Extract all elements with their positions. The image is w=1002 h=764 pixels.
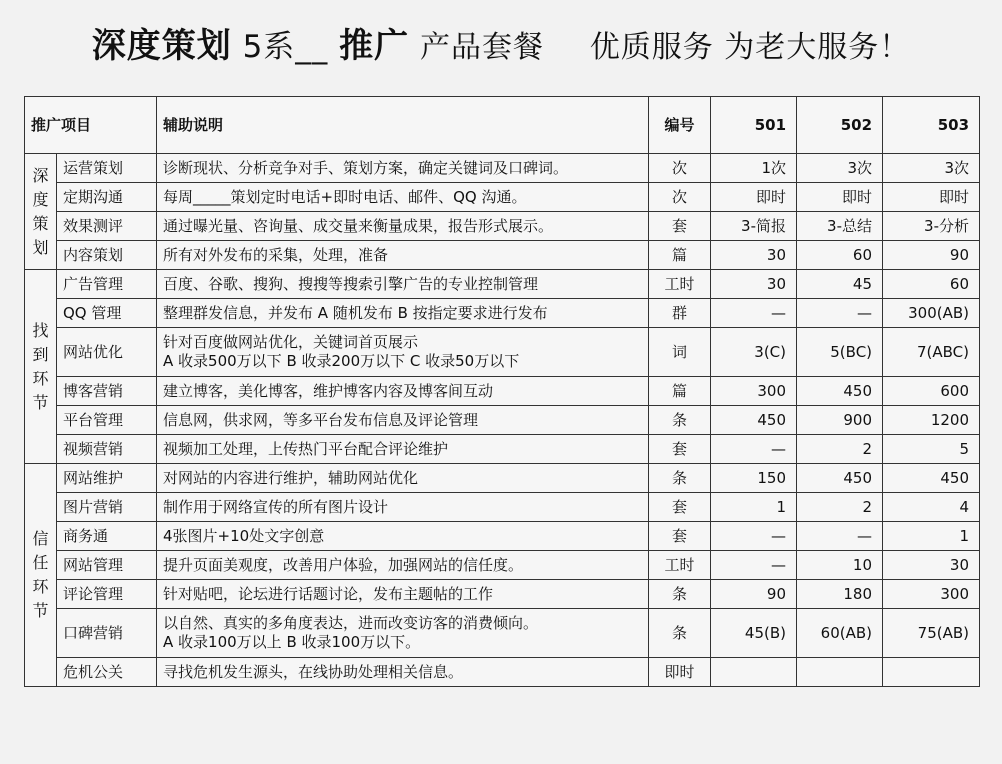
title-promo: 推广 xyxy=(339,26,410,66)
header-501: 501 xyxy=(711,97,797,154)
group-label-char: 划 xyxy=(32,237,49,257)
table-row xyxy=(25,241,980,270)
item-unit: 条 xyxy=(649,406,711,435)
value-502: 45 xyxy=(797,270,883,299)
value-503: 300 xyxy=(883,580,980,609)
item-unit: 套 xyxy=(649,435,711,464)
title-package: 产品套餐 xyxy=(420,30,545,65)
value-501: 3-简报 xyxy=(711,212,797,241)
item-desc xyxy=(157,270,649,299)
group-label-char: 节 xyxy=(32,392,49,412)
item-desc-line: 每周_____策划定时电话+即时电话、邮件、QQ 沟通。 xyxy=(163,187,527,206)
table-row xyxy=(25,435,980,464)
value-503: 75(AB) xyxy=(883,609,980,658)
table-row xyxy=(25,464,980,493)
item-unit: 条 xyxy=(649,609,711,658)
value-503: 4 xyxy=(883,493,980,522)
table-row xyxy=(25,299,980,328)
table-row xyxy=(25,658,980,687)
item-name: 效果测评 xyxy=(57,212,157,241)
item-unit: 群 xyxy=(649,299,711,328)
item-desc xyxy=(157,580,649,609)
value-501: 30 xyxy=(711,270,797,299)
group-label xyxy=(25,154,57,270)
item-name: 网站维护 xyxy=(57,464,157,493)
value-501: 300 xyxy=(711,377,797,406)
item-name: 定期沟通 xyxy=(57,183,157,212)
header-item: 推广项目 xyxy=(25,97,157,154)
item-desc xyxy=(157,377,649,406)
value-502: 180 xyxy=(797,580,883,609)
item-unit: 条 xyxy=(649,464,711,493)
item-desc-line: 建立博客，美化博客，维护博客内容及博客间互动 xyxy=(163,381,494,400)
group-label-char: 深 xyxy=(32,165,49,185)
title-slogan: 优质服务 为老大服务！ xyxy=(589,30,911,65)
value-502: 60 xyxy=(797,241,883,270)
item-desc xyxy=(157,154,649,183)
item-desc xyxy=(157,299,649,328)
value-501: 3(C) xyxy=(711,328,797,377)
group-label-char: 到 xyxy=(32,344,49,364)
value-501: — xyxy=(711,551,797,580)
item-name: QQ 管理 xyxy=(57,299,157,328)
group-label-char: 环 xyxy=(32,577,49,596)
group-label xyxy=(25,464,57,687)
value-501: — xyxy=(711,299,797,328)
value-501: — xyxy=(711,522,797,551)
value-503: 60 xyxy=(883,270,980,299)
item-desc xyxy=(157,241,649,270)
value-501: 450 xyxy=(711,406,797,435)
item-desc-line: 整理群发信息，并发布 A 随机发布 B 按指定要求进行发布 xyxy=(163,303,548,322)
item-desc-line: 制作用于网络宣传的所有图片设计 xyxy=(163,497,389,516)
item-desc-line: 通过曝光量、咨询量、成交量来衡量成果，报告形式展示。 xyxy=(163,216,554,235)
value-501: 即时 xyxy=(711,183,797,212)
value-502: 450 xyxy=(797,377,883,406)
table-row xyxy=(25,328,980,377)
value-503: 1200 xyxy=(883,406,980,435)
item-unit: 即时 xyxy=(649,658,711,687)
value-502: 2 xyxy=(797,435,883,464)
value-503: 90 xyxy=(883,241,980,270)
item-desc xyxy=(157,328,649,377)
item-name: 评论管理 xyxy=(57,580,157,609)
group-label-char: 信 xyxy=(32,529,49,548)
item-name: 博客营销 xyxy=(57,377,157,406)
item-desc-line: 提升页面美观度，改善用户体验，加强网站的信任度。 xyxy=(163,555,524,574)
item-desc-line: 百度、谷歌、搜狗、搜搜等搜索引擎广告的专业控制管理 xyxy=(163,274,539,293)
table-row xyxy=(25,551,980,580)
item-unit: 篇 xyxy=(649,377,711,406)
table-row xyxy=(25,183,980,212)
item-desc-line: 诊断现状、分析竞争对手、策划方案，确定关键词及口碑词。 xyxy=(163,158,569,177)
header-502: 502 xyxy=(797,97,883,154)
item-desc xyxy=(157,435,649,464)
value-503: 3次 xyxy=(883,154,980,183)
item-unit: 套 xyxy=(649,522,711,551)
item-desc-line: 针对贴吧，论坛进行话题讨论，发布主题帖的工作 xyxy=(163,584,494,603)
item-desc xyxy=(157,609,649,658)
value-503: 30 xyxy=(883,551,980,580)
table-header-row xyxy=(25,97,980,154)
item-desc xyxy=(157,493,649,522)
item-unit: 套 xyxy=(649,493,711,522)
item-desc xyxy=(157,551,649,580)
value-502: 900 xyxy=(797,406,883,435)
group-label-char: 任 xyxy=(32,553,49,572)
item-desc-line: 信息网，供求网，等多平台发布信息及评论管理 xyxy=(163,410,479,429)
item-unit: 工时 xyxy=(649,270,711,299)
value-503: 即时 xyxy=(883,183,980,212)
item-unit: 篇 xyxy=(649,241,711,270)
table-row xyxy=(25,580,980,609)
item-unit: 次 xyxy=(649,183,711,212)
header-desc: 辅助说明 xyxy=(157,97,649,154)
value-503: 1 xyxy=(883,522,980,551)
value-503: 3-分析 xyxy=(883,212,980,241)
item-unit: 次 xyxy=(649,154,711,183)
value-501: 1 xyxy=(711,493,797,522)
group-label-char: 环 xyxy=(32,368,49,388)
value-501: — xyxy=(711,435,797,464)
item-name: 平台管理 xyxy=(57,406,157,435)
value-502 xyxy=(797,658,883,687)
item-name: 视频营销 xyxy=(57,435,157,464)
value-503: 300(AB) xyxy=(883,299,980,328)
item-desc-line: A 收录100万以上 B 收录100万以下。 xyxy=(163,633,421,651)
table-row xyxy=(25,377,980,406)
item-desc xyxy=(157,212,649,241)
title-brand: 深度策划 xyxy=(91,26,232,66)
item-name: 网站管理 xyxy=(57,551,157,580)
table-row xyxy=(25,406,980,435)
value-501: 30 xyxy=(711,241,797,270)
title-series: 5系__ xyxy=(242,29,329,65)
header-503: 503 xyxy=(883,97,980,154)
item-name: 广告管理 xyxy=(57,270,157,299)
item-desc xyxy=(157,464,649,493)
item-name: 网站优化 xyxy=(57,328,157,377)
item-desc-line: 所有对外发布的采集，处理，准备 xyxy=(163,245,389,264)
table-row xyxy=(25,270,980,299)
item-unit: 套 xyxy=(649,212,711,241)
value-502: — xyxy=(797,522,883,551)
value-502: 3次 xyxy=(797,154,883,183)
table-row xyxy=(25,493,980,522)
item-unit: 条 xyxy=(649,580,711,609)
item-desc-line: 寻找危机发生源头，在线协助处理相关信息。 xyxy=(163,662,464,681)
item-name: 图片营销 xyxy=(57,493,157,522)
table-row xyxy=(25,212,980,241)
item-desc xyxy=(157,522,649,551)
value-503: 7(ABC) xyxy=(883,328,980,377)
value-502: 450 xyxy=(797,464,883,493)
item-desc xyxy=(157,658,649,687)
item-name: 商务通 xyxy=(57,522,157,551)
item-name: 口碑营销 xyxy=(57,609,157,658)
package-table xyxy=(24,96,980,687)
item-desc-line: A 收录500万以下 B 收录200万以下 C 收录50万以下 xyxy=(163,352,520,370)
value-502: 60(AB) xyxy=(797,609,883,658)
item-unit: 工时 xyxy=(649,551,711,580)
item-desc-line: 对网站的内容进行维护，辅助网站优化 xyxy=(163,468,419,487)
value-502: — xyxy=(797,299,883,328)
item-desc-line: 针对百度做网站优化，关键词首页展示 xyxy=(163,333,419,351)
item-desc-line: 4张图片+10处文字创意 xyxy=(163,526,325,545)
value-501 xyxy=(711,658,797,687)
group-label-char: 找 xyxy=(32,320,49,340)
header-code: 编号 xyxy=(649,97,711,154)
item-name: 内容策划 xyxy=(57,241,157,270)
item-desc-line: 视频加工处理，上传热门平台配合评论维护 xyxy=(163,439,449,458)
item-name: 运营策划 xyxy=(57,154,157,183)
value-501: 45(B) xyxy=(711,609,797,658)
value-502: 2 xyxy=(797,493,883,522)
value-503: 450 xyxy=(883,464,980,493)
table-row xyxy=(25,154,980,183)
table-row xyxy=(25,522,980,551)
value-502: 即时 xyxy=(797,183,883,212)
group-label-char: 度 xyxy=(32,189,49,209)
value-503: 600 xyxy=(883,377,980,406)
value-502: 10 xyxy=(797,551,883,580)
value-503: 5 xyxy=(883,435,980,464)
item-desc-line: 以自然、真实的多角度表达，进而改变访客的消费倾向。 xyxy=(163,614,539,632)
group-label xyxy=(25,270,57,464)
value-503 xyxy=(883,658,980,687)
table-row xyxy=(25,609,980,658)
item-name: 危机公关 xyxy=(57,658,157,687)
value-501: 150 xyxy=(711,464,797,493)
value-501: 1次 xyxy=(711,154,797,183)
value-502: 3-总结 xyxy=(797,212,883,241)
page-title xyxy=(0,18,1002,67)
group-label-char: 策 xyxy=(32,213,49,233)
item-unit: 词 xyxy=(649,328,711,377)
group-label-char: 节 xyxy=(32,601,49,620)
value-501: 90 xyxy=(711,580,797,609)
item-desc xyxy=(157,183,649,212)
value-502: 5(BC) xyxy=(797,328,883,377)
item-desc xyxy=(157,406,649,435)
